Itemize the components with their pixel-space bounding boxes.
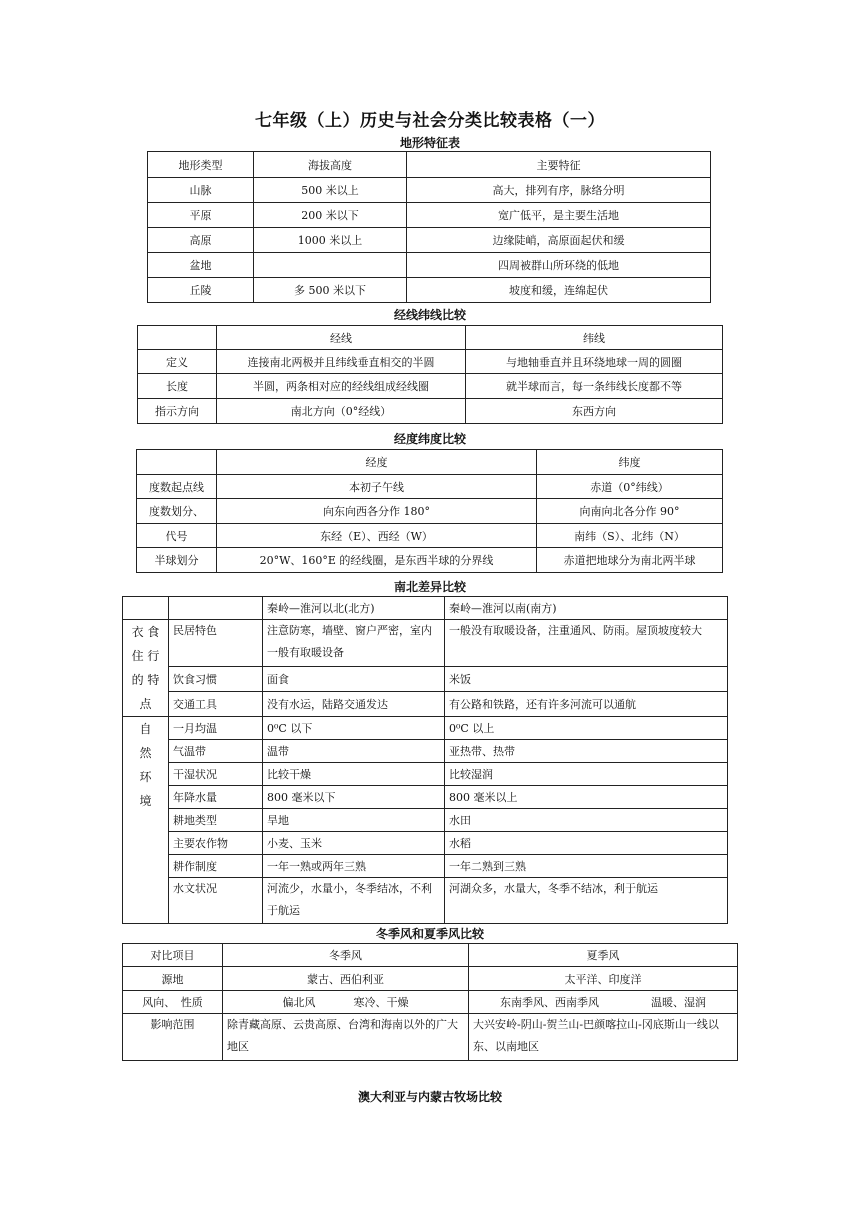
table-cell: 除青藏高原、云贵高原、台湾和海南以外的广大地区: [223, 1014, 469, 1061]
table-row: [148, 228, 711, 253]
northsouth-table: [122, 596, 728, 924]
table-row: [123, 809, 728, 832]
header-cell: 秦岭—淮河以南(南方): [445, 597, 728, 620]
terrain-table: [147, 151, 711, 303]
table-cell: 0⁰C 以下: [263, 717, 445, 740]
table-cell: 山脉: [148, 178, 254, 203]
table-cell: 半球划分: [137, 548, 217, 573]
table-cell: 宽广低平，是主要生活地: [407, 203, 711, 228]
table-cell: 多 500 米以下: [254, 278, 407, 303]
table-cell: 有公路和铁路，还有许多河流可以通航: [445, 691, 728, 716]
table-cell: 民居特色: [169, 620, 263, 667]
table-cell: 面食: [263, 667, 445, 691]
table-cell: 亚热带、热带: [445, 740, 728, 763]
table-cell: 丘陵: [148, 278, 254, 303]
table-cell: 风向、 性质: [123, 991, 223, 1014]
table-cell: 指示方向: [138, 399, 217, 424]
winter-wind-cell: [223, 991, 469, 1014]
group-label-line: 点: [139, 697, 152, 711]
group-label-line: 然: [139, 746, 152, 760]
table-row: [137, 524, 723, 548]
table-cell: 向东向西各分作 180°: [217, 499, 537, 524]
table-cell: 水文状况: [169, 878, 263, 924]
table-row: [148, 178, 711, 203]
table-cell: 度数划分、: [137, 499, 217, 524]
table-cell: 南纬（S）、北纬（N）: [537, 524, 723, 548]
pasture-table-title: 澳大利亚与内蒙古牧场比较: [357, 1090, 502, 1104]
header-cell: [169, 597, 263, 620]
header-cell: [123, 597, 169, 620]
table-cell: 米饭: [445, 667, 728, 691]
table-row: [123, 1014, 738, 1061]
winter-nature: 寒冷、干燥: [353, 996, 409, 1009]
table-row: [123, 832, 728, 855]
table-cell: 源地: [123, 967, 223, 991]
table-cell: 20°W、160°E 的经线圈，是东西半球的分界线: [217, 548, 537, 573]
table-cell: 赤道把地球分为南北两半球: [537, 548, 723, 573]
group-label-line: 境: [139, 794, 152, 808]
table-row: [148, 253, 711, 278]
table-cell: 500 米以上: [254, 178, 407, 203]
table-cell: 比较干燥: [263, 763, 445, 786]
table-header-row: [123, 597, 728, 620]
table-cell: 赤道（0°纬线）: [537, 475, 723, 499]
table-header-row: [148, 152, 711, 178]
table-cell: 南北方向（0°经线）: [217, 399, 466, 424]
table-cell: 本初子午线: [217, 475, 537, 499]
table-cell: 蒙古、西伯利亚: [223, 967, 469, 991]
table-cell: 定义: [138, 350, 217, 374]
table-cell: 长度: [138, 374, 217, 399]
header-cell: 经度: [217, 450, 537, 475]
group-label-line: 自: [139, 722, 152, 736]
table-cell: 边缘陡峭，高原面起伏和缓: [407, 228, 711, 253]
table-cell: 四周被群山所环绕的低地: [407, 253, 711, 278]
table-cell: 代号: [137, 524, 217, 548]
table-row: [123, 786, 728, 809]
table-row: [123, 667, 728, 691]
table-row: [123, 691, 728, 716]
table-row: [138, 374, 723, 399]
table-cell: 耕地类型: [169, 809, 263, 832]
table-cell: 连接南北两极并且纬线垂直相交的半圆: [217, 350, 466, 374]
table-row: [137, 548, 723, 573]
table-row: [137, 475, 723, 499]
table-cell: 温带: [263, 740, 445, 763]
table-cell: 太平洋、印度洋: [469, 967, 738, 991]
table-header-row: [138, 326, 723, 350]
table-cell: 气温带: [169, 740, 263, 763]
header-cell: [138, 326, 217, 350]
table-row: [138, 350, 723, 374]
monsoon-table-title: 冬季风和夏季风比较: [375, 927, 484, 941]
table-row: [123, 991, 738, 1014]
table-cell: 影响范围: [123, 1014, 223, 1061]
group-label-line: 的 特: [131, 673, 160, 687]
header-cell: 纬度: [537, 450, 723, 475]
longlat-table-title: 经度纬度比较: [393, 432, 466, 446]
table-cell: 小麦、玉米: [263, 832, 445, 855]
table-row: [123, 717, 728, 740]
table-cell: 比较湿润: [445, 763, 728, 786]
table-cell: 一般没有取暖设备，注重通风、防雨。屋顶坡度较大: [445, 620, 728, 667]
table-cell: 一月均温: [169, 717, 263, 740]
table-row: [123, 878, 728, 924]
table-cell: 800 毫米以上: [445, 786, 728, 809]
header-cell: 秦岭—淮河以北(北方): [263, 597, 445, 620]
table-cell: 200 米以下: [254, 203, 407, 228]
table-cell: 主要农作物: [169, 832, 263, 855]
table-cell: 耕作制度: [169, 855, 263, 878]
group-label-line: 衣 食: [131, 625, 160, 639]
header-cell: 海拔高度: [254, 152, 407, 178]
table-cell: 河流少，水量小，冬季结冰，不利于航运: [263, 878, 445, 924]
table-cell: 交通工具: [169, 691, 263, 716]
header-cell: 地形类型: [148, 152, 254, 178]
table-cell: 一年一熟或两年三熟: [263, 855, 445, 878]
summer-direction: 东南季风、西南季风: [500, 996, 599, 1009]
monsoon-table: [122, 943, 738, 1061]
header-cell: 纬线: [466, 326, 723, 350]
table-row: [148, 278, 711, 303]
summer-nature: 温暖、湿润: [651, 996, 706, 1009]
table-cell: 旱地: [263, 809, 445, 832]
group-label-daily-life: [123, 620, 169, 717]
table-cell: 800 毫米以下: [263, 786, 445, 809]
table-cell: 河湖众多，水量大，冬季不结冰，利于航运: [445, 878, 728, 924]
group-label-natural-environment: [123, 717, 169, 924]
table-cell: 半圆，两条相对应的经线组成经线圈: [217, 374, 466, 399]
table-header-row: [137, 450, 723, 475]
northsouth-table-title: 南北差异比较: [393, 580, 466, 594]
meridian-table-title: 经线纬线比较: [393, 308, 466, 322]
table-cell: 高大，排列有序，脉络分明: [407, 178, 711, 203]
meridian-table: [137, 325, 723, 424]
page-title: 七年级（上）历史与社会分类比较表格（一）: [255, 111, 605, 131]
table-header-row: [123, 944, 738, 967]
header-cell: 经线: [217, 326, 466, 350]
table-cell: 饮食习惯: [169, 667, 263, 691]
longlat-table: [136, 449, 723, 573]
header-cell: [137, 450, 217, 475]
table-cell: 注意防寒，墙壁、窗户严密，室内一般有取暖设备: [263, 620, 445, 667]
table-row: [138, 399, 723, 424]
table-cell: 0⁰C 以上: [445, 717, 728, 740]
table-cell: 年降水量: [169, 786, 263, 809]
table-cell: 1000 米以上: [254, 228, 407, 253]
table-row: [123, 967, 738, 991]
group-label-line: 住 行: [131, 649, 160, 663]
table-cell: 水田: [445, 809, 728, 832]
table-row: [123, 620, 728, 667]
table-cell: 度数起点线: [137, 475, 217, 499]
table-row: [148, 203, 711, 228]
header-cell: 夏季风: [469, 944, 738, 967]
table-cell: 水稻: [445, 832, 728, 855]
table-row: [137, 499, 723, 524]
header-cell: 主要特征: [407, 152, 711, 178]
table-row: [123, 740, 728, 763]
summer-wind-cell: [469, 991, 738, 1014]
table-cell: 干湿状况: [169, 763, 263, 786]
table-cell: 与地轴垂直并且环绕地球一周的圆圈: [466, 350, 723, 374]
table-cell: 一年二熟到三熟: [445, 855, 728, 878]
table-cell: [254, 253, 407, 278]
table-cell: 就半球而言，每一条纬线长度都不等: [466, 374, 723, 399]
terrain-table-title: 地形特征表: [399, 136, 460, 150]
table-cell: 盆地: [148, 253, 254, 278]
table-cell: 没有水运，陆路交通发达: [263, 691, 445, 716]
table-row: [123, 855, 728, 878]
table-cell: 高原: [148, 228, 254, 253]
table-cell: 向南向北各分作 90°: [537, 499, 723, 524]
table-cell: 东西方向: [466, 399, 723, 424]
winter-direction: 偏北风: [282, 996, 316, 1009]
group-label-line: 环: [139, 770, 152, 784]
table-cell: 大兴安岭-阴山-贺兰山-巴颜喀拉山-冈底斯山一线以东、以南地区: [469, 1014, 738, 1061]
table-cell: 平原: [148, 203, 254, 228]
header-cell: 冬季风: [223, 944, 469, 967]
header-cell: 对比项目: [123, 944, 223, 967]
table-row: [123, 763, 728, 786]
table-cell: 坡度和缓，连绵起伏: [407, 278, 711, 303]
table-cell: 东经（E）、西经（W）: [217, 524, 537, 548]
